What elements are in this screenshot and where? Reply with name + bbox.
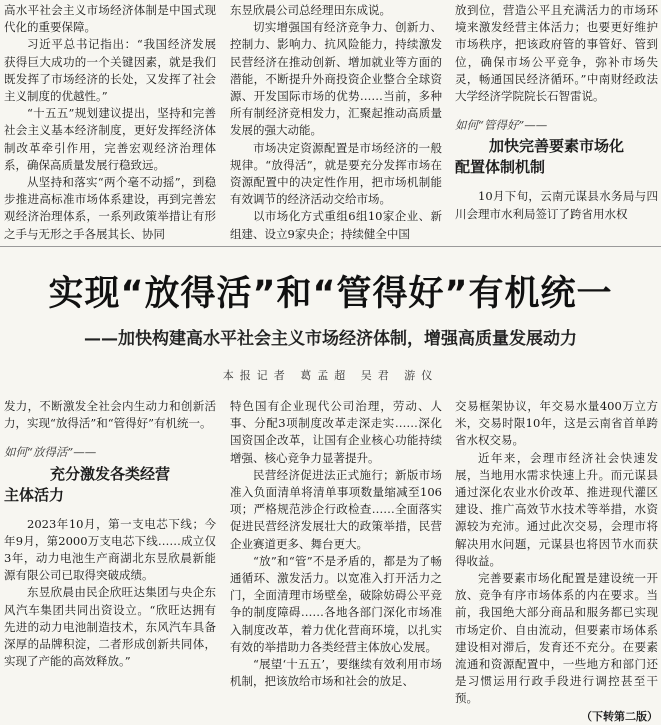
section-heading-market-entities — [4, 464, 216, 506]
page-headline: 实现“放得活”和“管得好”有机统一 — [48, 274, 613, 314]
section-heading-line-1: 充分激发各类经营 — [49, 464, 170, 483]
paragraph: 习近平总书记指出：“我国经济发展获得巨大成功的一个关键因素，就是我们既发挥了市场经济的长处，又发挥了社会主义制度的优越性。” — [4, 37, 216, 104]
paragraph: 完善要素市场化配置是建设统一开放、竞争有序市场体系的内在要求。当前，我国绝大部分商品和服务都已实现市场定价、自由流动，但要素市场体系建设相对滞后，发育还不充分。在要素流通和资源配置中，一些地方和部门还是习惯运用行政手段进行调控甚至干预。 — [455, 571, 658, 706]
section-heading-line-1: 加快完善要素市场化 — [488, 137, 624, 156]
continued-on-page-2-link[interactable]: （下转第二版） — [581, 709, 658, 723]
paragraph: 从坚持和落实“两个毫不动摇”，到稳步推进高标准市场体系建设，再到完善宏观经济治理体系，一系列政策举措让有形之手与无形之手各展其长、协同 — [4, 175, 216, 241]
top-divider-rule — [0, 246, 661, 247]
paragraph: “十五五”规划建议提出，坚持和完善社会主义基本经济制度，更好发挥经济体制改革牵引作用，完善宏观经济治理体系，确保高质量发展行稳致远。 — [4, 106, 216, 172]
section-kicker-release-vitality: 如何“放得活”—— — [4, 445, 97, 460]
page-subtitle: ——加快构建高水平社会主义市场经济体制，增强高质量发展动力 — [84, 329, 577, 349]
bottom-column-1 — [4, 398, 216, 690]
paragraph: 发力，不断激发全社会内生动力和创新活力，实现“放得活”和“管得好”有机统一。 — [4, 399, 216, 431]
paragraph: “展望‘十五五’，要继续有效利用市场机制，把该放给市场和社会的放足、 — [230, 657, 442, 689]
bottom-column-2 — [230, 398, 442, 690]
bottom-col1-body — [4, 398, 216, 432]
paragraph: “放”和“管”不是矛盾的，都是为了畅通循环、激发活力。以宽准入打开活力之门，全面清理市场壁垒，破除妨碍公平竞争的制度障碍……各地各部门深化市场准入制度改革，着力优化营商环境，以扎实有效的举措助力各类经营主体放心发展。 — [230, 553, 442, 654]
top-column-3 — [455, 2, 658, 242]
paragraph: 2023年10月，第一支电芯下线；今年9月，第2000万支电芯下线……成立仅3年，动力电池生产商湖北东昱欣晨新能源有限公司已取得突破成绩。 — [4, 516, 216, 583]
byline: 本报记者 葛孟超 吴君 游仪 — [222, 369, 439, 382]
paragraph: 东昱欣晨公司总经理田东成说。 — [230, 3, 391, 17]
paragraph: 近年来，会理市经济社会快速发展，当地用水需求快速上升。而元谋县通过深化农业水价改革、推进现代灌区建设、推广高效节水技术等举措，水资源较为充沛。通过此次交易，会理市将解决用水问题，元谋县也将因节水而获得收益。 — [455, 450, 658, 568]
paragraph: 放到位，营造公平且充满活力的市场环境来激发经营主体活力；也要更好维护市场秩序，把该政府管的事管好、管到位，确保市场公平竞争，弥补市场失灵，畅通国民经济循环。”中南财经政法大学经济学院院长石智雷说。 — [455, 3, 658, 104]
top-col1-body — [4, 2, 216, 243]
paragraph: 特色国有企业现代公司治理，劳动、人事、分配3项制度改革走深走实……深化国资国企改革，让国有企业核心功能持续增强、核心竞争力显著提升。 — [230, 399, 442, 465]
paragraph: 交易框架协议，年交易水量400万立方米，交易时限10年，这是云南省首单跨省水权交易。 — [455, 399, 658, 448]
section-kicker-manage-well: 如何“管得好”—— — [455, 118, 548, 133]
top-col3-after — [455, 188, 658, 222]
bottom-column-3 — [455, 398, 658, 723]
bottom-col3-body — [455, 398, 658, 708]
paragraph: 东昱欣晨由民企欣旺达集团与央企东风汽车集团共同出资设立。“欣旺达拥有先进的动力电池制造技术，东风汽车具备深厚的品牌积淀，二者形成创新共同体，实现了产能的高效释放。” — [4, 585, 216, 669]
top-column-2 — [230, 2, 442, 242]
section-heading-factor-market — [455, 136, 658, 178]
paragraph: 民营经济促进法正式施行；新版市场准入负面清单将清单事项数量缩减至106项；严格规范涉企行政检查……全面落实促进民营经济发展壮大的政策举措，民营企业赛道更多、舞台更大。 — [230, 467, 442, 551]
paragraph: 10月下旬，云南元谋县水务局与四川会理市水利局签订了跨省用水权 — [455, 189, 658, 221]
section-heading-line-2: 主体活力 — [4, 485, 65, 504]
bottom-col2-body — [230, 398, 442, 690]
paragraph: 高水平社会主义市场经济体制是中国式现代化的重要保障。 — [4, 3, 216, 35]
paragraph: 切实增强国有经济竞争力、创新力、控制力、影响力、抗风险能力，持续激发民营经济在推动创新、增加就业等方面的潜能，不断提升外商投资企业整合全球资源、开发国际市场的优势……当前，多种所有制经济竞相发力，汇聚起推动高质量发展的强大动能。 — [230, 20, 442, 138]
top-column-1 — [4, 2, 216, 242]
bottom-col1-after — [4, 516, 216, 671]
top-col2-body — [230, 2, 442, 243]
paragraph: 市场决定资源配置是市场经济的一般规律。“放得活”，就是要充分发挥市场在资源配置中的决定性作用，把市场机制能有效调节的经济活动交给市场。 — [230, 140, 442, 207]
top-col3-body — [455, 2, 658, 105]
paragraph: 以市场化方式重组6组10家企业、新组建、设立9家央企；持续健全中国 — [230, 209, 442, 241]
section-heading-line-2: 配置体制机制 — [455, 158, 546, 177]
